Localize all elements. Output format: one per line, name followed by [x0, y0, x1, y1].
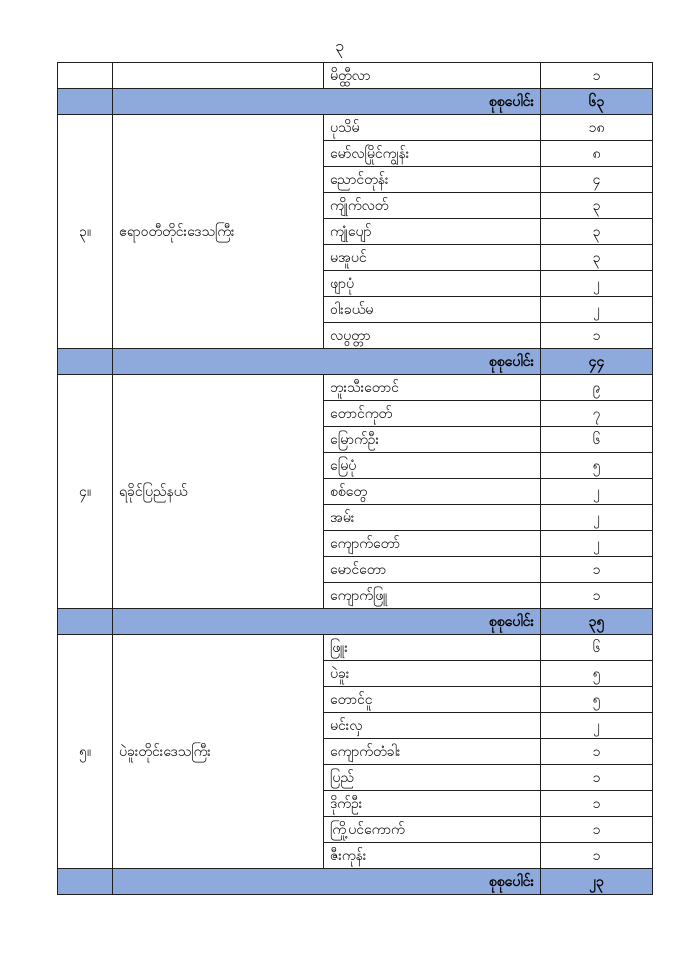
township-value-cell: ၂ — [541, 505, 653, 531]
township-name-cell: ညောင်တုန်း — [324, 167, 541, 193]
township-name-cell: မိတ္ထီလာ — [324, 63, 541, 89]
township-value-cell: ၅ — [541, 453, 653, 479]
region-name-cell: ရခိုင်ပြည်နယ် — [113, 375, 324, 609]
township-name-cell: ပုသိမ် — [324, 115, 541, 141]
total-row — [58, 349, 653, 375]
township-value-cell: ၂ — [541, 479, 653, 505]
township-value-cell: ၃ — [541, 193, 653, 219]
total-empty-cell — [58, 89, 113, 115]
township-value-cell: ၂ — [541, 271, 653, 297]
township-row — [58, 63, 653, 89]
region-name-cell: ဧရာဝတီတိုင်းဒေသကြီး — [113, 115, 324, 349]
total-label-cell: စုစုပေါင်း — [113, 609, 541, 635]
section-number-cell: ၃။ — [58, 115, 113, 349]
report-table-body — [58, 63, 653, 895]
township-report-table — [57, 62, 653, 895]
region-name-cell: ပဲခူးတိုင်းဒေသကြီး — [113, 635, 324, 869]
empty-region-cell — [113, 63, 324, 89]
township-name-cell: ကျောက်တော် — [324, 531, 541, 557]
township-row — [58, 115, 653, 141]
township-value-cell: ၂ — [541, 531, 653, 557]
township-name-cell: ကျိုက်လတ် — [324, 193, 541, 219]
township-name-cell: ဖြူး — [324, 635, 541, 661]
total-empty-cell — [58, 349, 113, 375]
township-name-cell: မော်လမြိုင်ကျွန်း — [324, 141, 541, 167]
township-value-cell: ၄ — [541, 167, 653, 193]
township-value-cell: ၁ — [541, 765, 653, 791]
township-value-cell: ၁၈ — [541, 115, 653, 141]
section-number-cell: ၅။ — [58, 635, 113, 869]
total-label-cell: စုစုပေါင်း — [113, 349, 541, 375]
township-name-cell: စစ်တွေ — [324, 479, 541, 505]
township-value-cell: ၈ — [541, 141, 653, 167]
township-name-cell: ပြည် — [324, 765, 541, 791]
township-row — [58, 375, 653, 401]
township-name-cell: ကြို့ပင်ကောက် — [324, 817, 541, 843]
township-value-cell: ၂ — [541, 297, 653, 323]
township-name-cell: ပဲခူး — [324, 661, 541, 687]
township-name-cell: မြောက်ဦး — [324, 427, 541, 453]
total-value-cell: ၆၃ — [541, 89, 653, 115]
total-row — [58, 869, 653, 895]
township-value-cell: ၃ — [541, 219, 653, 245]
total-label-cell: စုစုပေါင်း — [113, 869, 541, 895]
township-value-cell: ၅ — [541, 661, 653, 687]
township-name-cell: ဒိုက်ဦး — [324, 791, 541, 817]
total-empty-cell — [58, 869, 113, 895]
township-name-cell: တောင်ကုတ် — [324, 401, 541, 427]
township-value-cell: ၁ — [541, 557, 653, 583]
township-value-cell: ၁ — [541, 583, 653, 609]
total-value-cell: ၃၅ — [541, 609, 653, 635]
township-name-cell: လပွတ္တာ — [324, 323, 541, 349]
township-name-cell: မအူပင် — [324, 245, 541, 271]
township-value-cell: ၂ — [541, 713, 653, 739]
township-name-cell: မောင်တော — [324, 557, 541, 583]
township-name-cell: ဇီးကုန်း — [324, 843, 541, 869]
township-name-cell: ကျောက်တံခါး — [324, 739, 541, 765]
total-empty-cell — [58, 609, 113, 635]
total-row — [58, 89, 653, 115]
township-value-cell: ၃ — [541, 245, 653, 271]
township-name-cell: မြေပုံ — [324, 453, 541, 479]
township-name-cell: အမ်း — [324, 505, 541, 531]
total-row — [58, 609, 653, 635]
township-value-cell: ၁ — [541, 739, 653, 765]
township-value-cell: ၇ — [541, 401, 653, 427]
township-name-cell: ဖျာပုံ — [324, 271, 541, 297]
page-number: ၃ — [335, 38, 344, 55]
township-value-cell: ၅ — [541, 687, 653, 713]
township-value-cell: ၁ — [541, 323, 653, 349]
township-name-cell: တောင်ငူ — [324, 687, 541, 713]
township-name-cell: ကျောက်ဖြူ — [324, 583, 541, 609]
township-value-cell: ၁ — [541, 791, 653, 817]
township-name-cell: ကျုံပျော် — [324, 219, 541, 245]
township-name-cell: ဘူးသီးတောင် — [324, 375, 541, 401]
township-value-cell: ၁ — [541, 843, 653, 869]
township-name-cell: မင်းလှ — [324, 713, 541, 739]
section-number-cell: ၄။ — [58, 375, 113, 609]
total-value-cell: ၂၃ — [541, 869, 653, 895]
total-value-cell: ၄၄ — [541, 349, 653, 375]
township-row — [58, 635, 653, 661]
township-value-cell: ၁ — [541, 63, 653, 89]
township-value-cell: ၉ — [541, 375, 653, 401]
township-value-cell: ၆ — [541, 427, 653, 453]
township-value-cell: ၁ — [541, 817, 653, 843]
township-name-cell: ဝါးခယ်မ — [324, 297, 541, 323]
empty-section-no-cell — [58, 63, 113, 89]
total-label-cell: စုစုပေါင်း — [113, 89, 541, 115]
township-value-cell: ၆ — [541, 635, 653, 661]
